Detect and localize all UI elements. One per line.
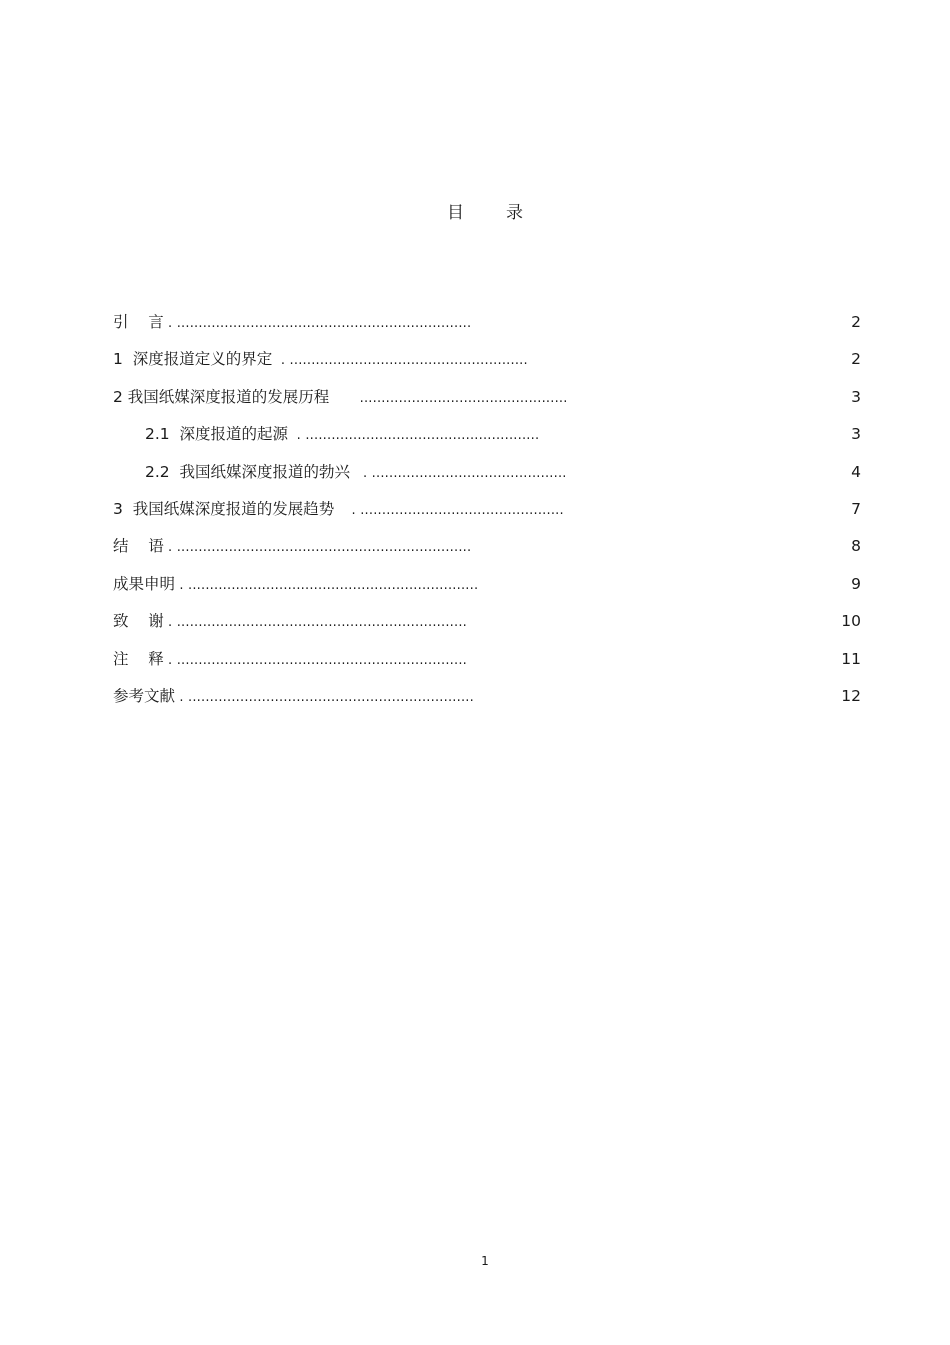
toc-entry-2-1[interactable] (113, 421, 861, 458)
toc-entry-page: 2 (851, 313, 861, 331)
toc-leader-dots: ................................................ (329, 390, 568, 406)
toc-entry-page: 3 (851, 387, 861, 406)
toc-entry-label: 2.1 深度报道的起源 (145, 425, 289, 444)
toc-entry-label: 参考文献 (113, 686, 176, 705)
toc-entry-page: 4 (851, 462, 861, 481)
toc-entry-label: 2 我国纸媒深度报道的发展历程 (113, 387, 330, 406)
toc-leader-dots: . ............................................. (350, 465, 567, 481)
toc-entry-notes[interactable] (113, 646, 861, 683)
toc-entry-label: 1 深度报道定义的界定 (113, 350, 273, 369)
toc-entry-page: 10 (841, 612, 861, 631)
toc-leader-dots: . ............................................... (334, 502, 564, 518)
toc-leader-dots: . ...................................................... (288, 428, 540, 444)
toc-leader-dots: . .................................................................... (163, 540, 472, 556)
toc-leader-dots: . ................................................................... (163, 615, 467, 631)
toc-entry-2-2[interactable] (113, 459, 861, 496)
toc-leader-dots: . ................................................................... (175, 577, 479, 593)
toc-leader-dots: . ................................................................... (163, 652, 467, 668)
toc-title-char-2: 录 (506, 203, 523, 223)
toc-entry-page: 2 (851, 350, 861, 369)
toc-entry-page: 11 (841, 649, 861, 668)
toc-entry-label: 3 我国纸媒深度报道的发展趋势 (113, 499, 335, 518)
toc-entry-label: 致 谢 (113, 612, 164, 631)
toc-entry-label: 成果申明 (113, 574, 176, 593)
table-of-contents (113, 309, 861, 720)
toc-entry-page: 9 (851, 574, 861, 593)
toc-entry-label: 引 言 (113, 313, 164, 331)
toc-entry-references[interactable] (113, 683, 861, 720)
toc-entry-page: 7 (851, 499, 861, 518)
toc-entry-label: 注 释 (113, 649, 164, 668)
toc-title (0, 198, 950, 223)
page-number-footer: 1 (481, 1254, 489, 1268)
toc-entry-3[interactable] (113, 496, 861, 533)
toc-leader-dots: . .................................................................. (175, 689, 474, 705)
toc-leader-dots: . ....................................................... (272, 353, 528, 369)
toc-entry-page: 3 (851, 425, 861, 444)
toc-entry-label: 结 语 (113, 537, 164, 556)
toc-entry-intro[interactable] (113, 309, 861, 346)
toc-entry-page: 8 (851, 537, 861, 556)
toc-entry-conclusion[interactable] (113, 533, 861, 570)
toc-entry-2[interactable] (113, 384, 861, 421)
toc-entry-page: 12 (841, 686, 861, 705)
toc-entry-1[interactable] (113, 346, 861, 383)
toc-leader-dots: . .................................................................... (163, 316, 472, 331)
toc-entry-label: 2.2 我国纸媒深度报道的勃兴 (145, 462, 351, 481)
toc-entry-declaration[interactable] (113, 571, 861, 608)
toc-title-char-1: 目 (447, 203, 464, 223)
toc-entry-acknowledgements[interactable] (113, 608, 861, 645)
